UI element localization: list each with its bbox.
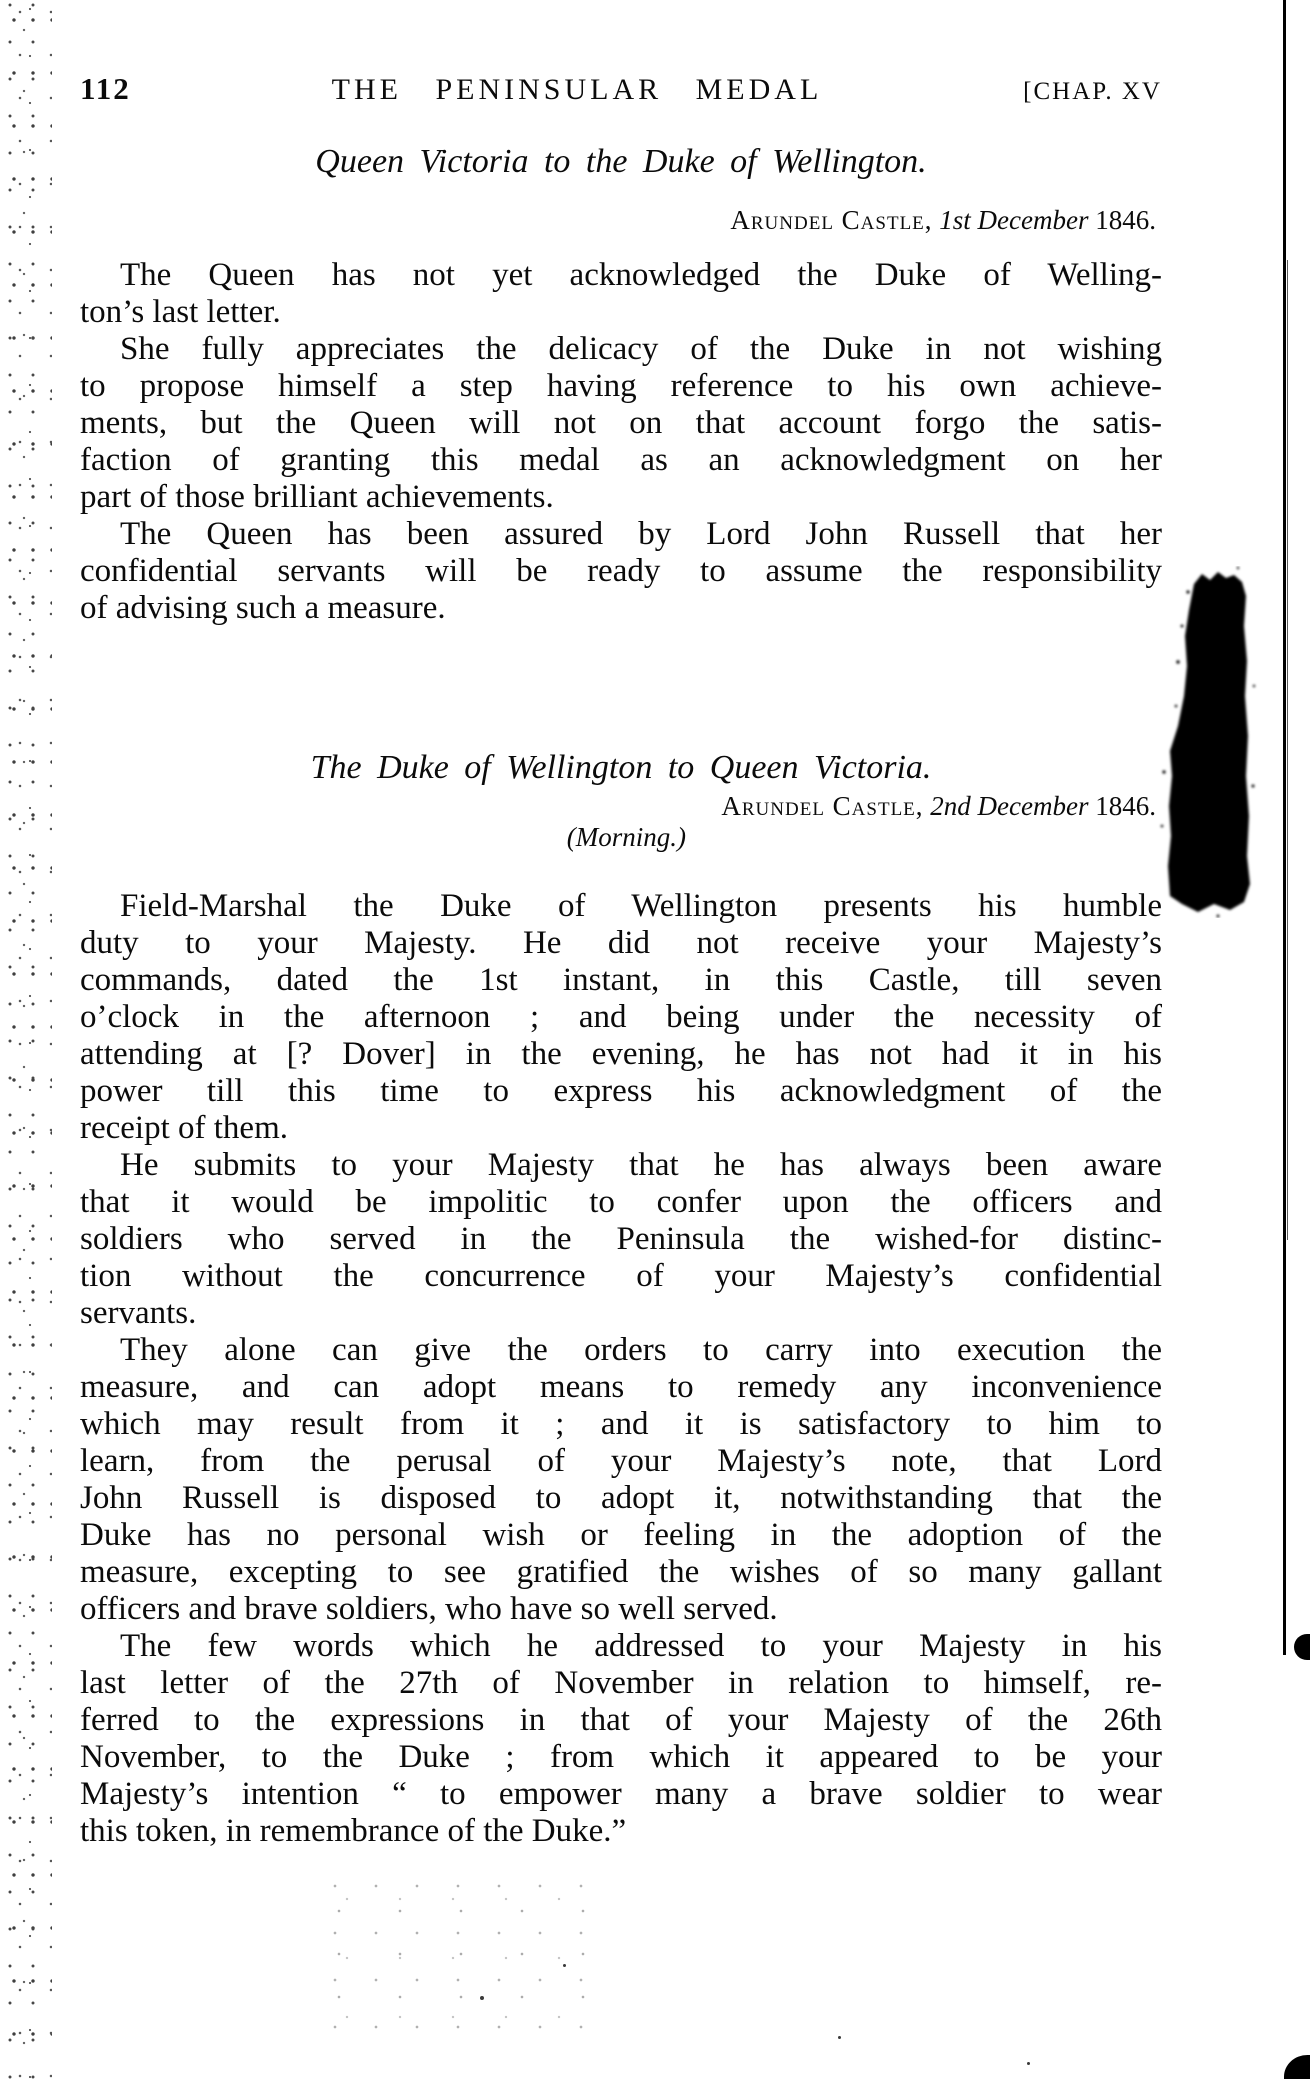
text-line: The Queen has not yet acknowledged the Duke of Welling-: [120, 257, 1162, 293]
dateline: [80, 790, 1162, 852]
dateline-place: Arundel Castle,: [721, 791, 924, 821]
paragraph: [80, 1147, 1162, 1332]
text-line: commands, dated the 1st instant, in this Castle, till seven: [80, 962, 1162, 998]
dateline-note: (Morning.): [566, 822, 686, 852]
bottom-scan-noise: [330, 1880, 610, 2030]
dateline-place: Arundel Castle,: [730, 205, 933, 235]
stray-dot: [480, 1996, 484, 2000]
letters: [80, 142, 1162, 1850]
stray-dot: [563, 1964, 566, 1967]
text-line: of advising such a measure.: [80, 590, 446, 626]
text-line: They alone can give the orders to carry into execution the: [120, 1332, 1162, 1368]
left-edge-scan-noise: [6, 0, 52, 2079]
page-edge-line-thin: [1287, 260, 1288, 1240]
page-edge-line: [1283, 0, 1286, 1655]
letter-body: [80, 257, 1162, 627]
text-line: ton’s last letter.: [80, 294, 281, 330]
text-line: ments, but the Queen will not on that account forgo the satis-: [80, 405, 1162, 441]
text-line: John Russell is disposed to adopt it, notwithstanding that the: [80, 1480, 1162, 1516]
dateline-year: 1846.: [1095, 205, 1156, 235]
text-line: ferred to the expressions in that of your Majesty of the 26th: [80, 1702, 1162, 1738]
dateline-year: 1846.: [1095, 791, 1156, 821]
chapter-marker: [CHAP. XV: [1023, 78, 1162, 105]
text-line: measure, excepting to see gratified the wishes of so many gallant: [80, 1554, 1162, 1590]
text-line: confidential servants will be ready to assume the responsibility: [80, 553, 1162, 589]
dateline-line: [80, 204, 1156, 236]
text-line: officers and brave soldiers, who have so well served.: [80, 1591, 778, 1627]
text-line: The few words which he addressed to your Majesty in his: [120, 1628, 1162, 1664]
text-line: learn, from the perusal of your Majesty’s note, that Lord: [80, 1443, 1162, 1479]
text-line: She fully appreciates the delicacy of the Duke in not wishing: [120, 331, 1162, 367]
paragraph: [80, 888, 1162, 1147]
text-line: to propose himself a step having reference to his own achieve-: [80, 368, 1162, 404]
running-title: THE PENINSULAR MEDAL: [331, 73, 823, 106]
paragraph: [80, 331, 1162, 516]
running-head: [80, 72, 1162, 106]
page-content: [80, 72, 1162, 1850]
text-line: Majesty’s intention “ to empower many a brave soldier to wear: [80, 1776, 1162, 1812]
text-line: part of those brilliant achievements.: [80, 479, 554, 515]
text-line: measure, and can adopt means to remedy any inconvenience: [80, 1369, 1162, 1405]
text-line: which may result from it ; and it is satisfactory to him to: [80, 1406, 1162, 1442]
dateline-date: 1st December: [939, 205, 1089, 235]
text-line: Field-Marshal the Duke of Wellington presents his humble: [120, 888, 1162, 924]
dateline: [80, 204, 1162, 236]
paragraph: [80, 516, 1162, 627]
page-number: 112: [80, 71, 131, 106]
text-line: last letter of the 27th of November in relation to himself, re-: [80, 1665, 1162, 1701]
text-line: soldiers who served in the Peninsula the wished-for distinc-: [80, 1221, 1162, 1257]
dateline-line: [80, 790, 1156, 822]
text-line: o’clock in the afternoon ; and being under the necessity of: [80, 999, 1162, 1035]
text-line: Duke has no personal wish or feeling in the adoption of the: [80, 1517, 1162, 1553]
paragraph: [80, 257, 1162, 331]
text-line: this token, in remembrance of the Duke.”: [80, 1813, 627, 1849]
ink-blot: [1158, 566, 1258, 918]
text-line: power till this time to express his acknowledgment of the: [80, 1073, 1162, 1109]
dateline-date: 2nd December: [930, 791, 1089, 821]
text-line: tion without the concurrence of your Majesty’s confidential: [80, 1258, 1162, 1294]
text-line: duty to your Majesty. He did not receive your Majesty’s: [80, 925, 1162, 961]
text-line: The Queen has been assured by Lord John Russell that her: [120, 516, 1162, 552]
text-line: He submits to your Majesty that he has always been aware: [120, 1147, 1162, 1183]
text-line: November, to the Duke ; from which it appeared to be your: [80, 1739, 1162, 1775]
letter: [80, 142, 1162, 627]
paragraph: [80, 1628, 1162, 1850]
letter-heading: The Duke of Wellington to Queen Victoria.: [310, 749, 932, 786]
text-line: that it would be impolitic to confer upon the officers and: [80, 1184, 1162, 1220]
text-line: receipt of them.: [80, 1110, 288, 1146]
text-line: attending at [? Dover] in the evening, he has not had it in his: [80, 1036, 1162, 1072]
stray-dot: [838, 2036, 841, 2039]
stray-dot: [1027, 2062, 1030, 2065]
paragraph: [80, 1332, 1162, 1628]
letter-body: [80, 888, 1162, 1850]
letter-heading: Queen Victoria to the Duke of Wellington.: [315, 143, 927, 180]
letter: [80, 748, 1162, 1850]
edge-ink-mark: [1294, 1634, 1310, 1660]
text-line: faction of granting this medal as an acknowledgment on her: [80, 442, 1162, 478]
corner-ink-blot: [1284, 2055, 1310, 2079]
text-line: servants.: [80, 1295, 197, 1331]
